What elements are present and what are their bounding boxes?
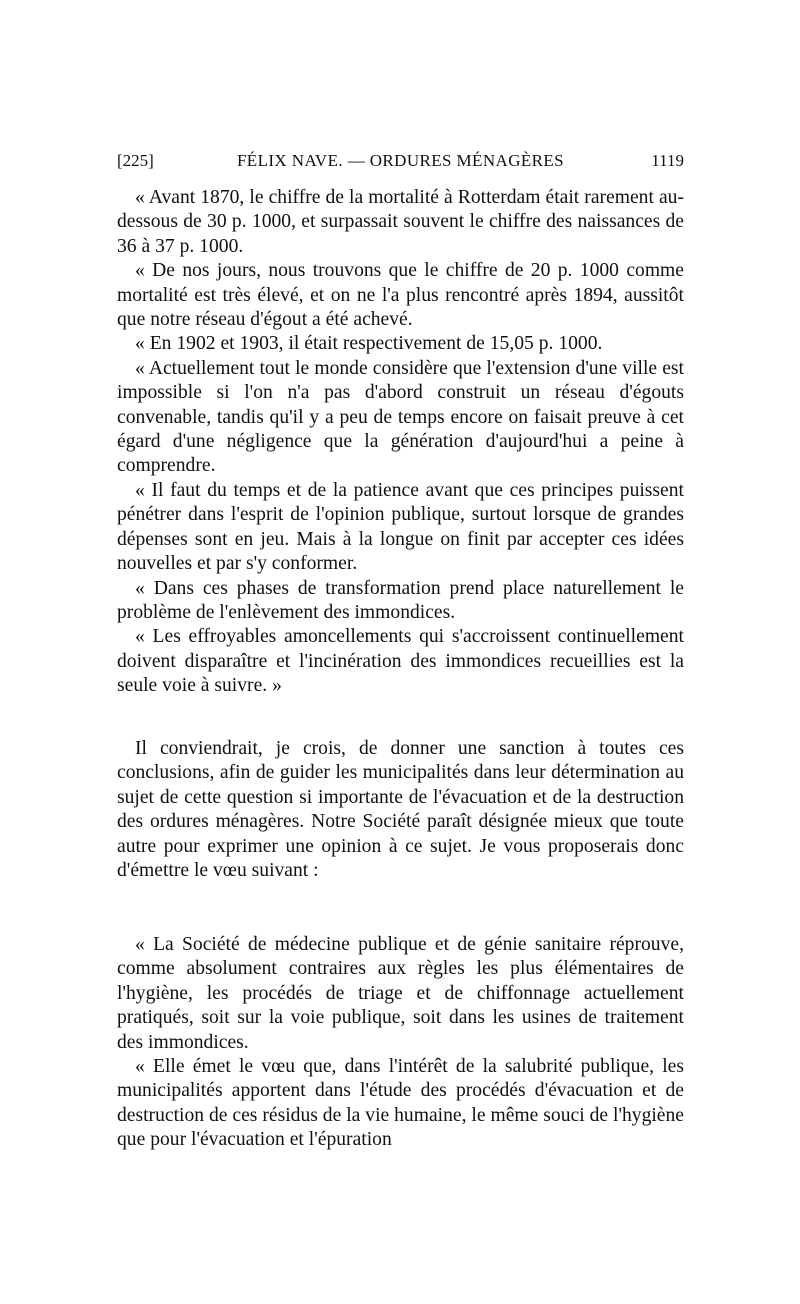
quote-paragraph: « Dans ces phases de transformation prend place naturellement le problème de l'enlèvement des immondices.: [117, 577, 684, 623]
quote-paragraph: « De nos jours, nous trouvons que le chiffre de 20 p. 1000 comme mortalité est très élevé, et on ne l'a plus rencontré après 1894, aussitôt que notre réseau d'égout a été achevé.: [117, 260, 684, 331]
page-reference: [225]: [117, 151, 154, 170]
page-number: 1119: [651, 151, 684, 170]
running-head: [117, 147, 684, 175]
resolution-block: [117, 933, 684, 1153]
body-paragraph: Il conviendrait, je crois, de donner une sanction à toutes ces conclusions, afin de guider les municipalités dans leur détermination au sujet de cette question si importante de l'évacuation et de la destruction des ordures ménagères. Notre Société paraît désignée mieux que toute autre pour exprimer une opinion à ce sujet. Je vous proposerais donc d'émettre le vœu suivant :: [117, 738, 684, 882]
quote-paragraph: « En 1902 et 1903, il était respectivement de 15,05 p. 1000.: [135, 333, 603, 355]
quote-paragraph: « Actuellement tout le monde considère que l'extension d'une ville est impossible si l'on n'a pas d'abord construit un réseau d'égouts convenable, tandis qu'il y a peu de temps encore on faisait preuve à cet égard d'une négligence que la génération d'aujourd'hui a peine à comprendre.: [117, 357, 684, 477]
resolution-paragraph: « Elle émet le vœu que, dans l'intérêt de la salubrité publique, les municipalités apportent dans l'étude des procédés d'évacuation et de destruction de ces résidus de la vie humaine, le même souci de l'hygiène que pour l'évacuation et l'épuration: [117, 1056, 684, 1151]
resolution-paragraph: « La Société de médecine publique et de génie sanitaire réprouve, comme absolument contraires aux règles les plus élémentaires de l'hygiène, les procédés de triage et de chiffonnage actuellement pratiqués, soit sur la voie publique, soit dans les usines de traitement des immondices.: [117, 934, 684, 1053]
running-title: FÉLIX NAVE. — ORDURES MÉNAGÈRES: [236, 151, 565, 170]
quote-paragraph: « Il faut du temps et de la patience avant que ces principes puissent pénétrer dans l'esprit de l'opinion publique, surtout lorsque de grandes dépenses sont en jeu. Mais à la longue on finit par accepter ces idées nouvelles et par s'y conformer.: [117, 479, 684, 575]
quote-paragraph: « Avant 1870, le chiffre de la mortalité à Rotterdam était rarement au-dessous de 30 p. 1000, et surpassait souvent le chiffre des naissances de 36 à 37 p. 1000.: [117, 187, 684, 257]
quotation-block: [117, 186, 684, 699]
author-paragraph-block: [117, 737, 684, 883]
quote-paragraph: « Les effroyables amoncellements qui s'accroissent continuellement doivent disparaître et l'incinération des immondices recueillies est la seule voie à suivre. »: [117, 626, 684, 697]
